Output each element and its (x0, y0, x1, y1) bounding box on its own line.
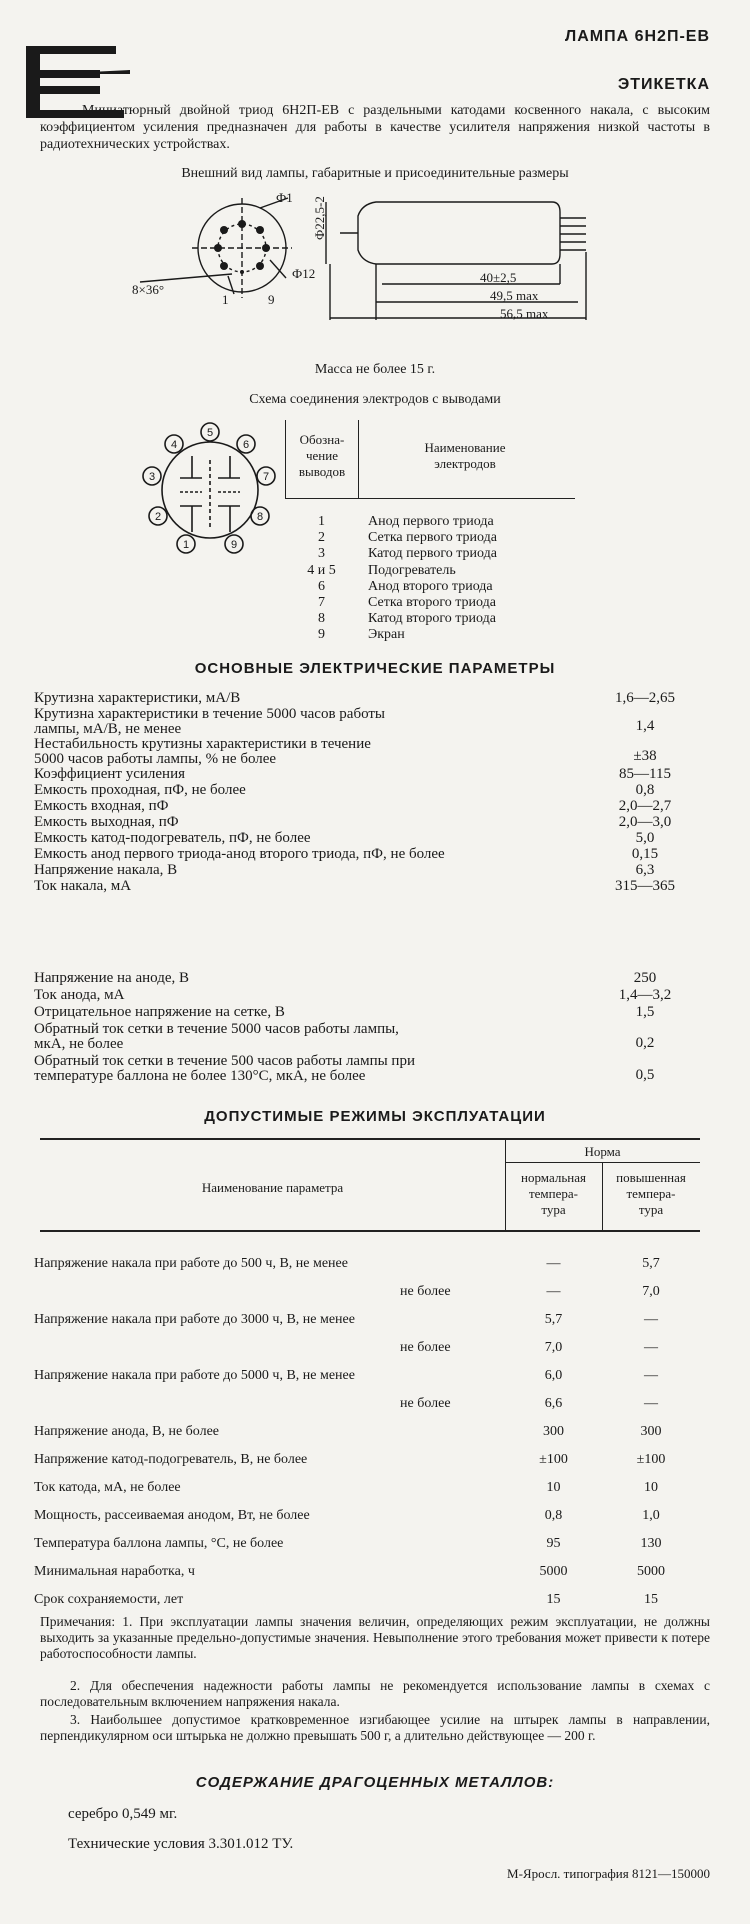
document-header-title: ЛАМПА 6Н2П-ЕВ (564, 28, 710, 45)
param-label: Отрицательное напряжение на сетке, В (34, 1004, 285, 1020)
svg-text:4: 4 (170, 439, 178, 451)
dim-length-40: 40±2,5 (480, 270, 517, 285)
svg-text:8: 8 (256, 511, 264, 523)
param-label: Обратный ток сетки в течение 500 часов работы лампы при (34, 1053, 415, 1069)
mode-param-label: не более (400, 1396, 451, 1411)
param-value: 2,0—2,7 (618, 798, 672, 814)
pin-electrode-name: Подогреватель (368, 562, 456, 578)
mode-param-label: Напряжение накала при работе до 3000 ч, В, не менее (34, 1312, 355, 1327)
mode-param-label: Напряжение накала при работе до 500 ч, В, не менее (34, 1256, 348, 1271)
dim-pin9: 9 (268, 292, 275, 307)
param-value: 5,0 (635, 830, 655, 846)
dim-length-49: 49,5 max (490, 288, 539, 303)
param-label: Емкость катод-подогреватель, пФ, не более (34, 830, 311, 846)
mode-value-high: ±100 (636, 1452, 666, 1467)
svg-text:1: 1 (182, 539, 190, 551)
pin-diagram (140, 420, 280, 560)
mode-value-normal: 5000 (539, 1564, 568, 1579)
mode-value-normal: 10 (546, 1480, 561, 1495)
pin-number: 7 (318, 595, 325, 610)
param-label: Емкость проходная, пФ, не более (34, 782, 246, 798)
param-label-cont: лампы, мА/В, не менее (34, 721, 182, 737)
pin-electrode-name: Катод второго триода (368, 611, 496, 627)
svg-text:5: 5 (206, 427, 214, 439)
param-label: Ток анода, мА (34, 987, 125, 1003)
pin-electrode-name: Катод первого триода (368, 546, 497, 562)
param-label: Емкость выходная, пФ (34, 814, 179, 830)
pin-number: 8 (318, 611, 325, 627)
print-info: М-Яросл. типография 8121—150000 (507, 1866, 710, 1881)
intro-text: Миниатюрный двойной триод 6Н2П-ЕВ с раздельными катодами косвенного накала, с высоким коэффициентом усиления предназначен для работы в качестве усилителя напряжения низкой частоты в радиотехнических устройствах. (40, 103, 710, 152)
param-label: Напряжение на аноде, В (34, 970, 189, 986)
mode-param-label: Срок сохраняемости, лет (34, 1592, 184, 1607)
param-label: Ток накала, мА (34, 878, 132, 894)
mode-param-label: Напряжение катод-подогреватель, В, не более (34, 1452, 308, 1467)
mode-param-label: Мощность, рассеиваемая анодом, Вт, не более (34, 1508, 310, 1523)
param-value: 2,0—3,0 (618, 814, 672, 830)
param-label: Обратный ток сетки в течение 5000 часов работы лампы, (34, 1021, 399, 1037)
mode-value-high: 300 (640, 1424, 662, 1439)
mode-value-high: 5000 (637, 1564, 665, 1579)
param-value: 1,4—3,2 (618, 987, 672, 1003)
electrical-title: ОСНОВНЫЕ ЭЛЕКТРИЧЕСКИЕ ПАРАМЕТРЫ (194, 660, 556, 677)
modes-header-param: Наименование параметра (201, 1180, 344, 1195)
param-value: 85—115 (619, 766, 671, 782)
note-2: 2. Для обеспечения надежности работы лампы не рекомендуется использование лампы в схемах с последовательным включением напряжения накала. (40, 1678, 710, 1709)
mode-value-normal: — (546, 1256, 561, 1271)
param-label: Емкость входная, пФ (34, 798, 169, 814)
mode-value-high: — (644, 1368, 658, 1383)
pin-number: 2 (318, 530, 325, 546)
modes-title: ДОПУСТИМЫЕ РЕЖИМЫ ЭКСПЛУАТАЦИИ (204, 1108, 546, 1125)
param-value: ±38 (633, 748, 657, 764)
note-1: Примечания: 1. При эксплуатации лампы значения величин, определяющих режим эксплуатации, не должны выходить за указанные предельно-допустимые значения. Невыполнение этого требования может привести к потере работоспособности лампы. (40, 1614, 710, 1661)
param-label-cont: температуре баллона не более 130°С, мкА, не более (34, 1068, 366, 1084)
dim-phi12: Ф12 (292, 266, 316, 281)
metals-title: СОДЕРЖАНИЕ ДРАГОЦЕННЫХ МЕТАЛЛОВ: (195, 1774, 555, 1791)
pin-table-col2-header: Наименование электродов (424, 440, 506, 471)
param-value: 0,2 (635, 1035, 655, 1051)
mode-param-label: Ток катода, мА, не более (34, 1480, 181, 1495)
mode-value-normal: 7,0 (544, 1340, 563, 1355)
mode-param-label: Температура баллона лампы, °С, не более (34, 1536, 284, 1551)
mode-value-normal: 0,8 (544, 1508, 563, 1523)
mode-value-high: — (644, 1396, 658, 1411)
pin-electrode-name: Сетка второго триода (368, 595, 496, 610)
param-label-cont: 5000 часов работы лампы, % не более (34, 751, 277, 767)
param-value: 1,6—2,65 (615, 690, 675, 706)
pin-number: 9 (318, 627, 325, 643)
note-3: 3. Наибольшее допустимое кратковременное изгибающее усилие на штырек лампы в направлении, перпендикулярном оси штырька не должно превышать 500 г, а длительно действующее — 200 г. (40, 1712, 710, 1743)
document-label: ЭТИКЕТКА (617, 76, 710, 93)
dim-length-56: 56,5 max (500, 306, 549, 321)
modes-header-norm: Норма (584, 1144, 621, 1159)
param-label: Нестабильность крутизны характеристики в течение (34, 736, 371, 752)
mode-value-normal: ±100 (539, 1452, 568, 1467)
param-value: 6,3 (635, 862, 655, 878)
param-value: 1,4 (635, 718, 655, 734)
param-value: 0,15 (631, 846, 659, 862)
mode-value-high: 10 (644, 1480, 658, 1495)
param-value: 315—365 (615, 878, 675, 894)
mode-param-label: Минимальная наработка, ч (34, 1564, 195, 1579)
mode-value-normal: 5,7 (544, 1312, 563, 1327)
mode-value-normal: 95 (546, 1536, 561, 1551)
mode-param-label: не более (400, 1284, 451, 1299)
pin-table-col1-header: Обозна- чение выводов (298, 432, 346, 479)
silver-content: серебро 0,549 мг. (68, 1806, 178, 1822)
pin-number: 3 (318, 546, 325, 562)
mode-value-high: 7,0 (642, 1284, 660, 1299)
pin-number: 1 (318, 514, 325, 529)
param-label: Коэффициент усиления (34, 766, 185, 782)
scheme-caption: Схема соединения электродов с выводами (249, 392, 501, 407)
mass-text: Масса не более 15 г. (314, 362, 436, 377)
dims-caption: Внешний вид лампы, габаритные и присоединительные размеры (181, 166, 569, 181)
pin-electrode-name: Анод первого триода (368, 514, 494, 529)
mode-param-label: не более (400, 1340, 451, 1355)
modes-header-high: повышенная темпера- тура (616, 1170, 686, 1217)
mode-value-high: 5,7 (642, 1256, 660, 1271)
svg-text:2: 2 (154, 511, 162, 523)
mode-param-label: Напряжение анода, В, не более (34, 1424, 220, 1439)
pin-number: 4 и 5 (307, 562, 336, 578)
param-label-cont: мкА, не более (34, 1036, 124, 1052)
svg-text:9: 9 (230, 539, 238, 551)
param-value: 1,5 (635, 1004, 655, 1020)
param-label: Крутизна характеристики в течение 5000 часов работы (34, 706, 386, 722)
param-label: Крутизна характеристики, мА/В (34, 690, 241, 706)
svg-text:6: 6 (242, 439, 250, 451)
mode-value-normal: 6,6 (544, 1396, 563, 1411)
pin-electrode-name: Экран (368, 627, 405, 643)
param-value: 0,8 (635, 782, 655, 798)
svg-text:3: 3 (148, 471, 156, 483)
dim-phi1: Ф1 (276, 190, 293, 205)
modes-header-normal: нормальная темпера- тура (521, 1170, 586, 1217)
pin-number: 6 (318, 578, 325, 594)
param-label: Емкость анод первого триода-анод второго триода, пФ, не более (34, 846, 445, 862)
mode-value-high: 15 (644, 1592, 658, 1607)
param-label: Напряжение накала, В (34, 862, 178, 878)
dim-angle: 8×36° (132, 282, 165, 297)
param-value: 250 (633, 970, 657, 986)
dim-pin1: 1 (222, 292, 229, 307)
dim-diameter: Ф22,5-2 (312, 196, 327, 240)
mode-value-high: 1,0 (642, 1508, 660, 1523)
mode-value-normal: — (546, 1284, 561, 1299)
mode-value-normal: 6,0 (544, 1368, 563, 1383)
param-value: 0,5 (635, 1067, 655, 1083)
tech-conditions: Технические условия 3.301.012 ТУ. (68, 1836, 294, 1852)
pin-electrode-name: Анод второго триода (368, 578, 493, 594)
svg-text:7: 7 (262, 471, 270, 483)
mode-value-normal: 15 (546, 1592, 561, 1607)
mode-value-normal: 300 (543, 1424, 564, 1439)
mode-value-high: — (644, 1312, 658, 1327)
mode-value-high: — (644, 1340, 658, 1355)
pin-electrode-name: Сетка первого триода (368, 530, 497, 546)
mode-param-label: Напряжение накала при работе до 5000 ч, В, не менее (34, 1368, 355, 1383)
dimension-drawing (100, 190, 720, 330)
mode-value-high: 130 (640, 1536, 662, 1551)
